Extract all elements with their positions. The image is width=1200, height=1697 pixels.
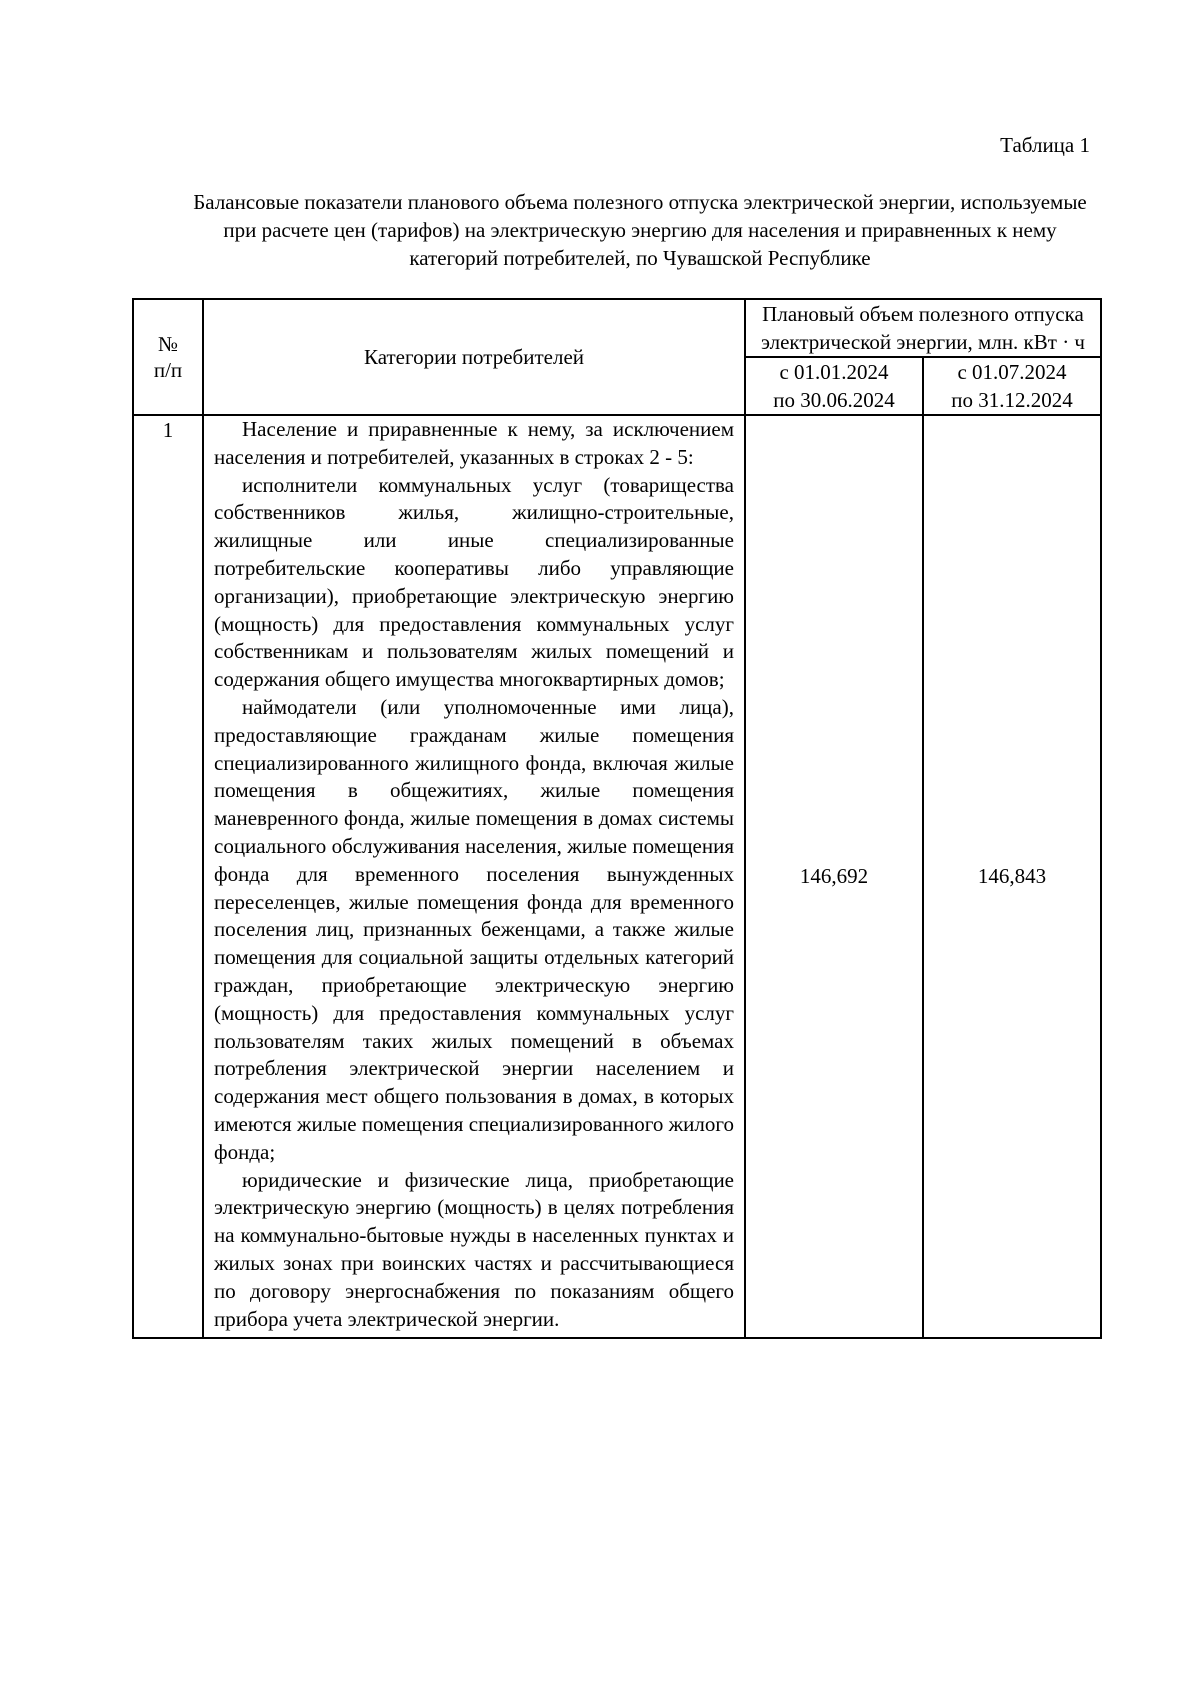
- header-period-2: [923, 357, 1101, 415]
- balance-table: [132, 298, 1102, 1339]
- document-title: Балансовые показатели планового объема полезного отпуска электрической энергии, используемые при расчете цен (тарифов) на электрическую энергию для населения и приравненных к нему категорий потребителей, по Чувашской Республике: [193, 190, 1087, 270]
- table-row: [133, 415, 1101, 1338]
- period-2-start: с 01.07.2024: [957, 360, 1067, 384]
- row-number: 1: [133, 415, 203, 1338]
- header-period-1: [745, 357, 923, 415]
- header-volume: Плановый объем полезного отпуска электрической энергии, млн. кВт · ч: [745, 299, 1101, 357]
- period-1-start: с 01.01.2024: [779, 360, 889, 384]
- category-paragraph-legal-entities: юридические и физические лица, приобретающие электрическую энергию (мощность) в целях потребления на коммунально-бытовые нужды в населенных пунктах и жилых зонах при воинских частях и рассчитывающиеся по договору энергоснабжения по показаниям общего прибора учета электрической энергии.: [214, 1167, 734, 1331]
- header-number-symbol: №: [157, 332, 179, 356]
- period-1-end: по 30.06.2024: [773, 388, 895, 412]
- category-paragraph-landlords: наймодатели (или уполномоченные ими лица), предоставляющие гражданам жилые помещения специализированного жилищного фонда, включая жилые помещения в общежитиях, жилые помещения маневренного фонда, жилые помещения в домах системы социального обслуживания населения, жилые помещения фонда для временного поселения вынужденных переселенцев, жилые помещения фонда для временного поселения лиц, признанных беженцами, а также жилые помещения для социальной защиты отдельных категорий граждан, приобретающие электрическую энергию (мощность) для предоставления коммунальных услуг пользователям таких жилых помещений в объемах потребления электрической энергии населением и содержания мест общего пользования в домах, в которых имеются жилые помещения специализированного жилого фонда;: [214, 694, 734, 1164]
- row-value-period-2: 146,843: [923, 415, 1101, 1338]
- table-number: Таблица 1: [1000, 133, 1090, 157]
- header-number: [133, 299, 203, 415]
- category-paragraph-intro: Население и приравненные к нему, за исключением населения и потребителей, указанных в строках 2 - 5:: [214, 417, 734, 469]
- header-category: Категории потребителей: [203, 299, 745, 415]
- header-number-abbr: п/п: [153, 358, 183, 382]
- row-value-period-1: 146,692: [745, 415, 923, 1338]
- period-2-end: по 31.12.2024: [951, 388, 1073, 412]
- row-category: [203, 415, 745, 1338]
- header-row-1: [133, 299, 1101, 357]
- category-paragraph-utilities: исполнители коммунальных услуг (товарищества собственников жилья, жилищно-строительные, жилищные или иные специализированные потребительские кооперативы либо управляющие организации), приобретающие электрическую энергию (мощность) для предоставления коммунальных услуг собственникам и пользователям жилых помещений и содержания общего имущества многоквартирных домов;: [214, 472, 734, 692]
